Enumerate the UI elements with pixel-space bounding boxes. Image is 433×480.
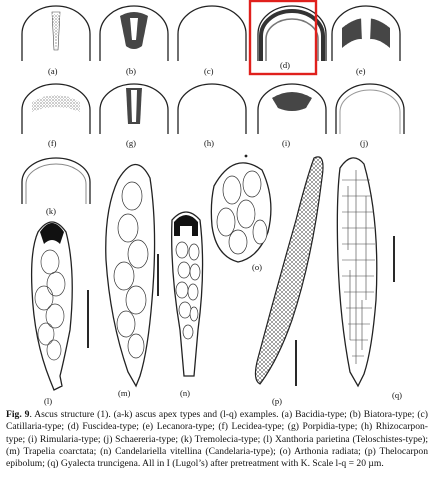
label-d: (d) xyxy=(280,60,290,70)
apex-a xyxy=(22,6,90,61)
apex-h xyxy=(178,84,246,134)
label-a: (a) xyxy=(48,66,58,76)
label-b: (b) xyxy=(126,66,136,76)
apex-e xyxy=(332,6,400,61)
ascus-n xyxy=(172,212,203,376)
label-j: (j) xyxy=(360,138,369,148)
apex-k xyxy=(22,158,90,204)
label-c: (c) xyxy=(204,66,214,76)
label-e: (e) xyxy=(356,66,366,76)
ascus-m xyxy=(106,164,155,386)
label-f: (f) xyxy=(48,138,57,148)
ascus-q xyxy=(337,158,376,386)
ascus-o xyxy=(211,155,271,262)
apex-b xyxy=(100,6,168,61)
label-o: (o) xyxy=(252,262,262,272)
label-n: (n) xyxy=(180,388,190,398)
label-m: (m) xyxy=(118,388,131,398)
figure-caption xyxy=(6,409,428,470)
apex-f xyxy=(22,84,90,134)
label-l: (l) xyxy=(44,396,53,406)
label-p: (p) xyxy=(272,396,282,406)
figure-label: Fig. 9 xyxy=(6,409,30,420)
apex-c xyxy=(178,6,246,61)
apex-j xyxy=(336,84,404,134)
label-h: (h) xyxy=(204,138,214,148)
label-k: (k) xyxy=(46,206,56,216)
label-i: (i) xyxy=(282,138,291,148)
caption-text: . Ascus structure (1). (a-k) ascus apex types and (l-q) examples. (a) Bacidia-type; (b) Biatora-type; (c) Catillaria-type; (d) Fuscidea-type; (e) Lecanora-type; (f) Lecidea-type; (g) Porpidia-type; (h) Rhizocarpon-type; (i) Rimularia-type; (j) Schaereria-type; (k) Tremolecia-type; (l) Xanthoria parietina (Teloschistes-type); (m) Trapelia coarctata; (n) Candelariella vitellina (Candelaria-type); (o) Arthonia radiata; (p) Thelocarpon epibolum; (q) Gyalecta truncigena. All in I (Lugol’s) after pretreatment with K. Scale l-q = 20 µm. xyxy=(6,409,428,470)
label-g: (g) xyxy=(126,138,136,148)
ascus-l xyxy=(32,222,73,390)
apex-i xyxy=(258,84,326,134)
apex-g xyxy=(100,84,168,134)
label-q: (q) xyxy=(392,390,402,400)
